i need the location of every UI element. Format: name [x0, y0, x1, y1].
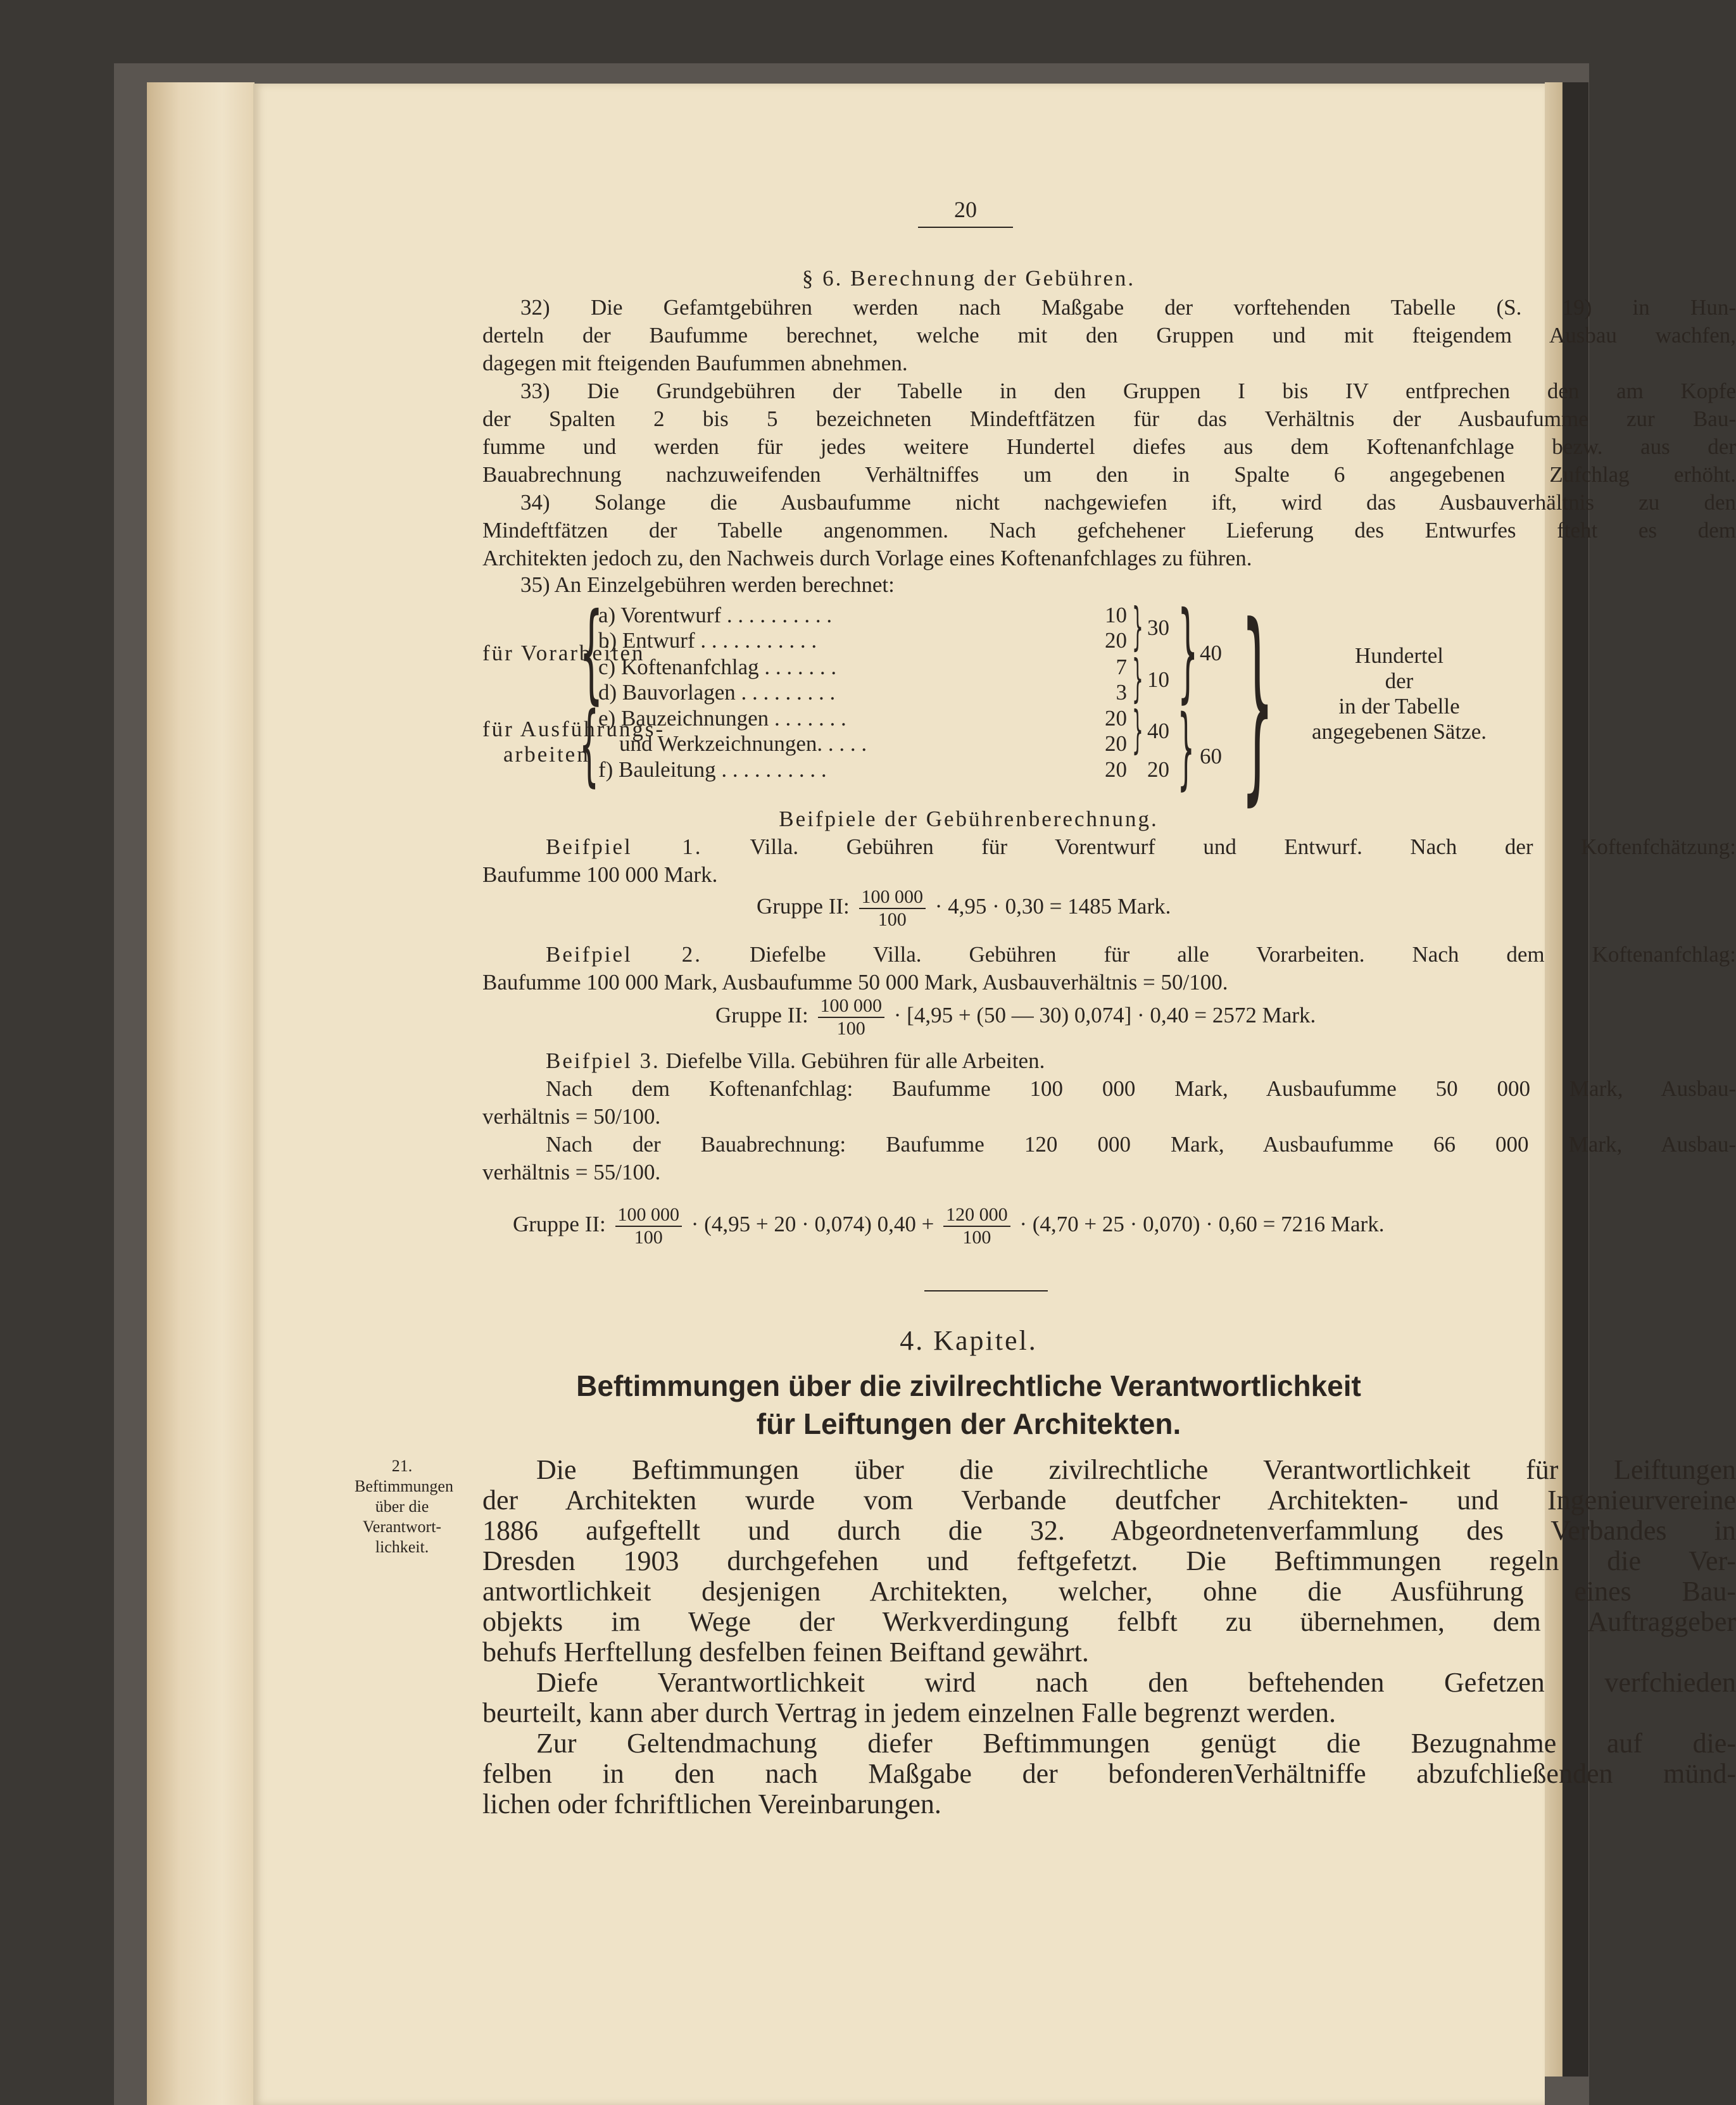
- ch-p3-line: Zur Geltendmachung diefer Beftimmungen genügt die Bezugnahme auf die-: [536, 1728, 1736, 1759]
- section-title: § 6. Berechnung der Gebühren.: [802, 266, 1136, 291]
- ex2-denominator: 100: [836, 1018, 865, 1039]
- total-preliminary: 40: [1200, 641, 1222, 665]
- chapter-paragraph-1: [482, 1455, 1736, 1668]
- section-divider: [924, 1290, 1048, 1291]
- ex3-formula-prefix: Gruppe II:: [513, 1212, 606, 1237]
- ex1-fraction: [859, 886, 926, 931]
- ex2-line: Baufumme 100 000 Mark, Ausbaufumme 50 000 Mark, Ausbauverhältnis = 50/100.: [482, 970, 1228, 995]
- value-e2: 20: [1105, 731, 1127, 756]
- p33-line: 33) Die Grundgebühren der Tabelle in den Gruppen I bis IV entfprechen den am Kopfe: [520, 379, 1736, 403]
- value-c: 7: [1116, 655, 1127, 679]
- ex1-numerator: 100 000: [859, 886, 926, 909]
- ex3-fraction-1: [615, 1204, 682, 1248]
- item-e-label: e) Bauzeichnungen: [598, 706, 769, 731]
- value-f: 20: [1105, 757, 1127, 782]
- book-page: [253, 84, 1736, 2105]
- left-brace-preliminary: {: [579, 590, 603, 715]
- p32-line: dagegen mit fteigenden Baufummen abnehmen.: [482, 351, 908, 375]
- item-d-label: d) Bauvorlagen: [598, 680, 736, 705]
- item-a-label: a) Vorentwurf: [598, 603, 722, 627]
- example-2: [482, 941, 1736, 996]
- table-note-line: in der Tabelle: [1338, 694, 1460, 719]
- brace-preliminary: }: [1178, 589, 1198, 714]
- ex3-denominator-1: 100: [634, 1227, 663, 1248]
- p34-line: Mindeftfätzen der Tabelle angenommen. Nach gefchehener Lieferung des Entwurfes fteht es dem: [482, 518, 1736, 543]
- item-d: d) Bauvorlagen . . . . . . . . .: [598, 680, 836, 705]
- margin-note-line: lichkeit.: [375, 1538, 429, 1556]
- group-label-preliminary: für Vorarbeiten: [482, 641, 645, 665]
- chapter-number: 4. Kapitel.: [900, 1325, 1038, 1356]
- ex2-numerator: 100 000: [818, 995, 885, 1018]
- ex3-label: Beifpiel 3.: [546, 1048, 660, 1073]
- margin-note-line: über die: [375, 1497, 429, 1516]
- example-1: [482, 833, 1736, 889]
- ex1-text: Villa. Gebühren für Vorentwurf und Entwurf. Nach der Koftenfchätzung:: [750, 834, 1736, 859]
- p34-line: Architekten jedoch zu, den Nachweis durch Vorlage eines Koftenanfchlages zu führen.: [482, 546, 1252, 570]
- p32-line: 32) Die Gefamtgebühren werden nach Maßgabe der vorftehenden Tabelle (S. 19) in Hun-: [520, 295, 1736, 320]
- p32-line: derteln der Baufumme berechnet, welche mit den Gruppen und mit fteigendem Ausbau wachfen,: [482, 323, 1736, 348]
- brace-ab: }: [1132, 597, 1143, 656]
- chapter-paragraph-3: [482, 1728, 1736, 1819]
- group-label-execution-2: arbeiten: [503, 742, 590, 767]
- item-e2: und Werkzeichnungen. . . . .: [619, 731, 867, 756]
- ex3-fraction-2: [943, 1204, 1010, 1248]
- table-note: [1266, 643, 1532, 745]
- ex2-formula-rest: · [4,95 + (50 — 30) 0,074] · 0,40 = 2572 Mark.: [893, 1003, 1316, 1028]
- margin-note-line: 21.: [391, 1457, 413, 1475]
- ex3-numerator-2: 120 000: [943, 1204, 1010, 1227]
- ex2-formula-prefix: Gruppe II:: [715, 1003, 808, 1028]
- value-a: 10: [1105, 603, 1127, 627]
- subtotal-ab: 30: [1147, 615, 1169, 640]
- ex2-formula: [715, 995, 1316, 1040]
- left-brace-execution: {: [579, 693, 600, 796]
- ch-p3-line: lichen oder fchriftlichen Vereinbarungen.: [482, 1788, 941, 1819]
- ex3-text: Diefelbe Villa. Gebühren für alle Arbeiten.: [665, 1048, 1045, 1073]
- paragraph-32: [482, 294, 1736, 377]
- ex1-formula-rest: · 4,95 · 0,30 = 1485 Mark.: [934, 894, 1171, 919]
- ex1-label: Beifpiel 1.: [546, 834, 703, 859]
- ex2-fraction: [818, 995, 885, 1040]
- ch-p1-line: 1886 aufgeftellt und durch die 32. Abgeordnetenverfammlung des Verbandes in: [482, 1515, 1736, 1546]
- ex3-numerator-1: 100 000: [615, 1204, 682, 1227]
- item-b: b) Entwurf . . . . . . . . . . .: [598, 628, 817, 653]
- margin-note: [355, 1456, 453, 1557]
- ex3-line: verhältnis = 50/100.: [482, 1104, 661, 1129]
- subtotal-cd: 10: [1147, 667, 1169, 692]
- table-note-line: angegebenen Sätze.: [1312, 719, 1487, 744]
- brace-e: }: [1132, 700, 1143, 759]
- subtotal-e: 40: [1147, 719, 1169, 743]
- item-e2-label: und Werkzeichnungen: [619, 731, 817, 756]
- item-a: a) Vorentwurf . . . . . . . . . .: [598, 603, 833, 627]
- ex1-formula: [757, 886, 1171, 931]
- item-c-label: c) Koftenanfchlag: [598, 655, 759, 679]
- margin-note-line: Verantwort-: [362, 1517, 442, 1536]
- ex1-denominator: 100: [877, 909, 907, 930]
- item-c: c) Koftenanfchlag . . . . . . .: [598, 655, 837, 679]
- ex2-label: Beifpiel 2.: [546, 942, 702, 967]
- subtotal-f: 20: [1147, 757, 1169, 782]
- p33-line: Bauabrechnung nachzuweifenden Verhältniffes um den in Spalte 6 angegebenen Zufchlag erhöht.: [482, 462, 1736, 487]
- chapter-title-line-2: für Leiftungen der Architekten.: [756, 1407, 1181, 1440]
- ex3-line: Nach der Bauabrechnung: Baufumme 120 000 Mark, Ausbaufumme 66 000 Mark, Ausbau-: [546, 1132, 1736, 1157]
- item-e: e) Bauzeichnungen . . . . . . .: [598, 706, 846, 731]
- ch-p1-line: Dresden 1903 durchgefehen und feftgefetzt. Die Beftimmungen regeln die Ver-: [482, 1545, 1736, 1576]
- ex3-formula: [513, 1204, 1384, 1248]
- ch-p2-line: beurteilt, kann aber durch Vertrag in jedem einzelnen Falle begrenzt werden.: [482, 1697, 1336, 1728]
- value-d: 3: [1116, 680, 1127, 705]
- ex3-formula-mid: · (4,95 + 20 · 0,074) 0,40 +: [691, 1212, 934, 1237]
- p33-line: der Spalten 2 bis 5 bezeichneten Mindeftfätzen für das Verhältnis der Ausbaufumme zur Bau-: [482, 406, 1736, 431]
- ch-p1-line: Die Beftimmungen über die zivilrechtliche Verantwortlichkeit für Leiftungen: [536, 1454, 1736, 1485]
- ex3-formula-end: · (4,70 + 25 · 0,070) · 0,60 = 7216 Mark.: [1019, 1212, 1385, 1237]
- margin-note-line: Beftimmungen: [355, 1477, 453, 1495]
- ex1-line: [482, 833, 1736, 861]
- ch-p1-line: objekts im Wege der Werkverdingung felbft zu übernehmen, dem Auftraggeber: [482, 1606, 1736, 1637]
- total-execution: 60: [1200, 744, 1222, 769]
- chapter-title-line-1: Beftimmungen über die zivilrechtliche Verantwortlichkeit: [576, 1369, 1361, 1402]
- item-f-label: f) Bauleitung: [598, 757, 716, 782]
- brace-total: }: [1241, 581, 1274, 824]
- brace-execution: }: [1178, 696, 1195, 800]
- table-note-line: der: [1385, 669, 1414, 693]
- paragraph-33: [482, 377, 1736, 489]
- value-b: 20: [1105, 628, 1127, 653]
- p34-line: 34) Solange die Ausbaufumme nicht nachgewiefen ift, wird das Ausbauverhältnis zu den: [520, 490, 1736, 515]
- ch-p1-line: antwortlichkeit desjenigen Architekten, welcher, ohne die Ausführung eines Bau-: [482, 1576, 1736, 1607]
- paragraph-34: [482, 489, 1736, 572]
- ex3-line: [482, 1047, 1736, 1075]
- ch-p1-line: der Architekten wurde vom Verbande deutfcher Architekten- und Ingenieurvereine: [482, 1485, 1736, 1516]
- ex3-line: Nach dem Koftenanfchlag: Baufumme 100 000 Mark, Ausbaufumme 50 000 Mark, Ausbau-: [546, 1076, 1736, 1101]
- ch-p3-line: felben in den nach Maßgabe der befonderenVerhältniffe abzufchließenden münd-: [482, 1758, 1736, 1789]
- ex3-denominator-2: 100: [962, 1227, 991, 1248]
- ex3-line: verhältnis = 55/100.: [482, 1160, 661, 1184]
- ex2-text: Diefelbe Villa. Gebühren für alle Vorarbeiten. Nach dem Koftenanfchlag:: [750, 942, 1736, 967]
- ch-p2-line: Diefe Verantwortlichkeit wird nach den beftehenden Gefetzen verfchieden: [536, 1667, 1736, 1698]
- examples-title: Beifpiele der Gebührenberechnung.: [779, 807, 1159, 831]
- page-number: 20: [954, 197, 977, 222]
- example-3: [482, 1047, 1736, 1186]
- item-b-label: b) Entwurf: [598, 628, 695, 653]
- table-note-line: Hundertel: [1355, 643, 1444, 668]
- ex1-formula-prefix: Gruppe II:: [757, 894, 850, 919]
- p33-line: fumme und werden für jedes weitere Hundertel diefes aus dem Koftenanfchlage bezw. aus der: [482, 434, 1736, 459]
- item-f: f) Bauleitung . . . . . . . . . .: [598, 757, 827, 782]
- ex1-line: Baufumme 100 000 Mark.: [482, 862, 718, 887]
- chapter-paragraph-2: [482, 1668, 1736, 1728]
- value-e: 20: [1105, 706, 1127, 731]
- left-page-stack: [147, 82, 255, 2105]
- group-label-execution-1: für Ausführungs-: [482, 717, 665, 741]
- header-rule: [918, 227, 1013, 228]
- brace-cd: }: [1132, 649, 1143, 708]
- ex2-line: [482, 941, 1736, 969]
- paragraph-35: 35) An Einzelgebühren werden berechnet:: [520, 572, 895, 597]
- ch-p1-line: behufs Herftellung desfelben feinen Beiftand gewährt.: [482, 1637, 1089, 1668]
